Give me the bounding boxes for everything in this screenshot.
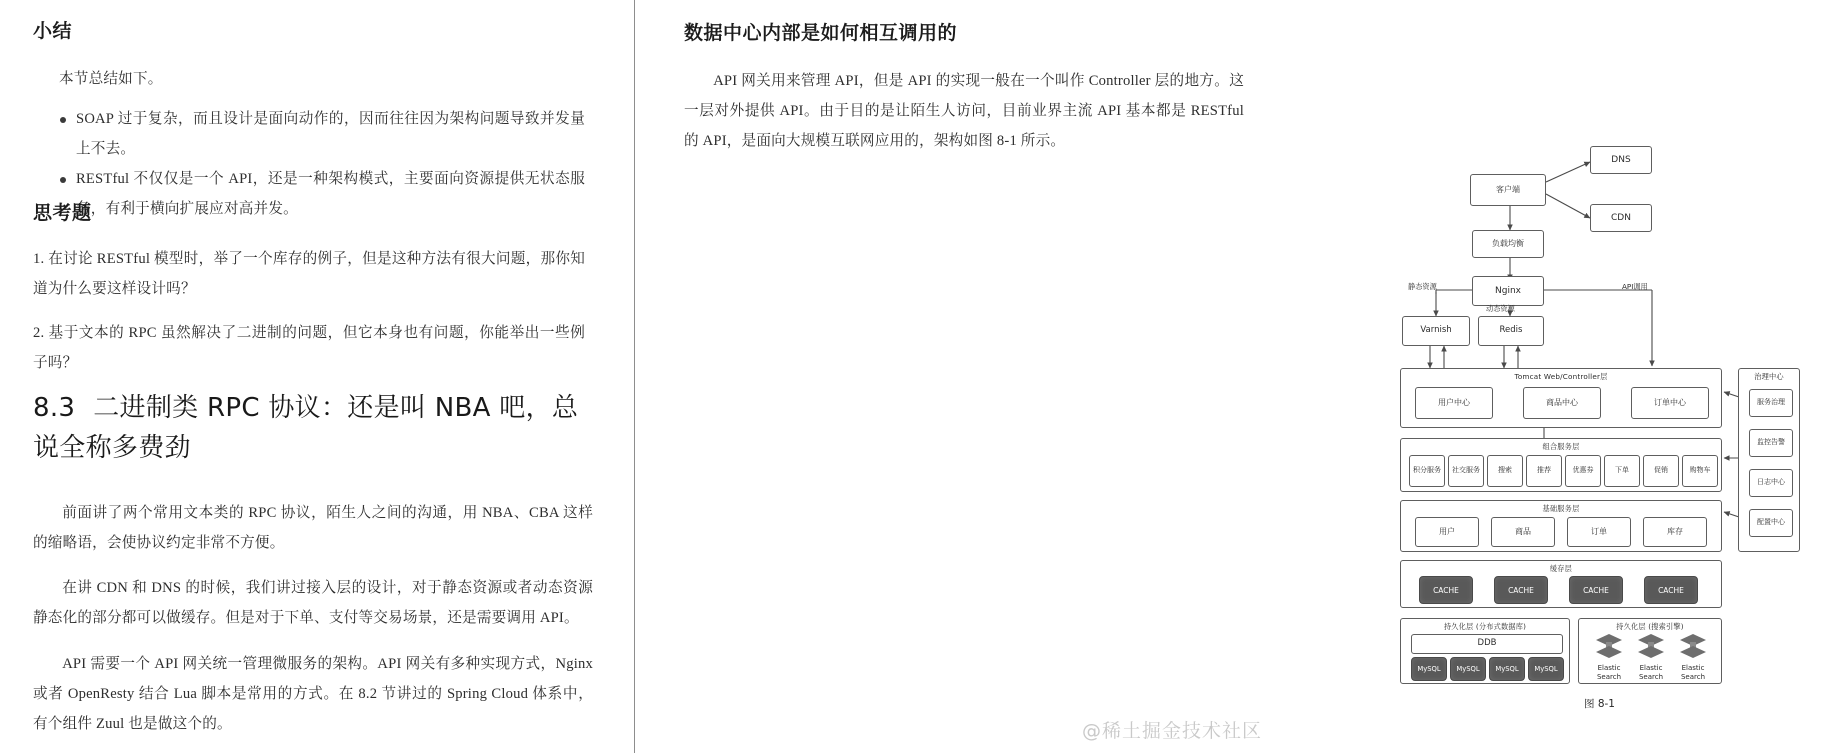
service-label: 用户中心: [1438, 397, 1470, 407]
service-label: 商品中心: [1546, 397, 1578, 407]
governance-item: [1749, 429, 1793, 457]
right-text-block: [684, 18, 1244, 169]
ddb-label: DDB: [1477, 638, 1497, 649]
node-label: 负载均衡: [1492, 238, 1524, 248]
elasticsearch-node: [1589, 633, 1629, 682]
service-label: 订单: [1591, 526, 1607, 536]
service-label: 社交服务: [1452, 466, 1480, 475]
layer-cache: [1400, 560, 1722, 608]
node-label: CDN: [1611, 212, 1631, 223]
node-label: 客户端: [1496, 184, 1520, 194]
service-box: [1565, 455, 1601, 487]
elasticsearch-node: [1673, 633, 1713, 682]
layer-persistence-search: [1578, 618, 1722, 684]
question-item: 1. 在讨论 RESTful 模型时，举了一个库存的例子，但是这种方法有很大问题，那你知道为什么要这样设计吗？: [33, 251, 585, 297]
service-box: [1526, 455, 1562, 487]
node-redis: [1478, 316, 1544, 346]
service-box: [1448, 455, 1484, 487]
cache-node: [1569, 576, 1623, 604]
list-item: SOAP 过于复杂，而且设计是面向动作的，因而往往因为架构问题导致并发量上不去。: [59, 105, 585, 165]
governance-label: 监控告警: [1757, 438, 1785, 447]
mysql-node: [1528, 657, 1564, 681]
layer-title: 持久化层 (分布式数据库): [1443, 622, 1527, 631]
chapter-paragraph: 前面讲了两个常用文本类的 RPC 协议，陌生人之间的沟通，用 NBA、CBA 这样的缩略语，会使协议约定非常不方便。: [33, 504, 593, 551]
service-label: 订单中心: [1654, 397, 1686, 407]
mysql-label: MySQL: [1495, 665, 1519, 673]
layer-title: 持久化层 (搜索引擎): [1616, 622, 1684, 631]
mysql-node: [1450, 657, 1486, 681]
service-label: 用户: [1439, 526, 1455, 536]
node-label: Nginx: [1495, 285, 1521, 296]
chapter-paragraph: 在讲 CDN 和 DNS 的时候，我们讲过接入层的设计，对于静态资源或者动态资源静态化的部分都可以做缓存。但是对于下单、支付等交易场景，还是需要调用 API。: [33, 580, 593, 627]
governance-label: 服务治理: [1757, 398, 1785, 407]
chapter-section: [33, 388, 593, 756]
architecture-diagram: [1394, 140, 1834, 710]
service-box: [1409, 455, 1445, 487]
mysql-label: MySQL: [1534, 665, 1558, 673]
database-stack-icon: [1678, 633, 1708, 659]
elasticsearch-label: Elastic Search: [1596, 664, 1622, 681]
summary-heading: 小结: [33, 20, 73, 42]
mysql-node: [1489, 657, 1525, 681]
chapter-title-text: 二进制类 RPC 协议：还是叫 NBA 吧，总说全称多费劲: [33, 393, 579, 464]
cache-label: CACHE: [1583, 585, 1609, 595]
chapter-number: 8.3: [33, 393, 76, 423]
service-label: 搜索: [1498, 466, 1512, 475]
cache-node: [1494, 576, 1548, 604]
questions-heading: 思考题: [33, 202, 92, 224]
question-item: 2. 基于文本的 RPC 虽然解决了二进制的问题，但它本身也有问题，你能举出一些例子吗？: [33, 324, 585, 371]
panel-title: 治理中心: [1754, 372, 1784, 381]
governance-label: 配置中心: [1757, 518, 1785, 527]
mysql-node: [1411, 657, 1447, 681]
list-item: RESTful 不仅仅是一个 API，还是一种架构模式，主要面向资源提供无状态服务，有利于横向扩展应对高并发。: [59, 165, 585, 225]
chapter-paragraph: API 需要一个 API 网关统一管理微服务的架构。API 网关有多种实现方式，Nginx 或者 OpenResty 结合 Lua 脚本是常用的方式。在 8.2 节讲过的 Spring Cloud 体系中，有个组件 Zuul 也是做这个的。: [33, 656, 593, 733]
chapter-title: [33, 388, 593, 469]
service-box: [1415, 517, 1479, 547]
edge-label-dynamic-resource: 动态资源: [1486, 304, 1515, 313]
database-stack-icon: [1594, 633, 1624, 659]
governance-center-panel: [1738, 368, 1800, 552]
service-label: 下单: [1615, 466, 1629, 475]
layer-title: 基础服务层: [1542, 504, 1580, 513]
cache-node: [1419, 576, 1473, 604]
governance-item: [1749, 509, 1793, 537]
service-label: 库存: [1667, 526, 1683, 536]
node-client: [1470, 174, 1546, 206]
service-label: 商品: [1515, 526, 1531, 536]
service-label: 促销: [1654, 466, 1668, 475]
node-dns: [1590, 146, 1652, 174]
mysql-label: MySQL: [1417, 665, 1441, 673]
elasticsearch-label: Elastic Search: [1680, 664, 1706, 681]
service-box: [1682, 455, 1718, 487]
service-box: [1643, 517, 1707, 547]
ddb-node: [1411, 634, 1563, 654]
layer-title: 缓存层: [1549, 564, 1573, 573]
layer-tomcat-controller: [1400, 368, 1722, 428]
node-label: DNS: [1611, 154, 1631, 165]
layer-persistence-database: [1400, 618, 1570, 684]
layer-basic-service: [1400, 500, 1722, 552]
right-page-column: [634, 0, 1785, 753]
governance-item: [1749, 469, 1793, 497]
mysql-label: MySQL: [1456, 665, 1480, 673]
node-cdn: [1590, 204, 1652, 232]
service-box: [1415, 387, 1493, 419]
left-page-column: [0, 0, 634, 753]
layer-composite-service: [1400, 438, 1722, 492]
edge-label-api-call: API调用: [1622, 282, 1648, 291]
layer-title: Tomcat Web/Controller层: [1514, 372, 1608, 381]
governance-label: 日志中心: [1757, 478, 1785, 487]
service-box: [1631, 387, 1709, 419]
node-label: Varnish: [1420, 325, 1452, 336]
right-paragraph: API 网关用来管理 API，但是 API 的实现一般在一个叫作 Controller 层的地方。这一层对外提供 API。由于目的是让陌生人访问，目前业界主流 API 基本都是 RESTful 的 API，是面向大规模互联网应用的，架构如图 8-1 所示。: [684, 73, 1244, 149]
service-label: 购物车: [1689, 466, 1711, 475]
database-stack-icon: [1636, 633, 1666, 659]
service-box: [1487, 455, 1523, 487]
elasticsearch-node: [1631, 633, 1671, 682]
cache-label: CACHE: [1433, 585, 1459, 595]
service-label: 积分服务: [1413, 466, 1441, 475]
summary-lead-text: 本节总结如下。: [59, 71, 163, 87]
figure-caption: 图 8-1: [1584, 698, 1615, 710]
edge-label-static-resource: 静态资源: [1408, 282, 1437, 291]
cache-label: CACHE: [1508, 585, 1534, 595]
node-varnish: [1402, 316, 1470, 346]
service-box: [1567, 517, 1631, 547]
governance-item: [1749, 389, 1793, 417]
cache-label: CACHE: [1658, 585, 1684, 595]
node-nginx: [1472, 276, 1544, 306]
cache-node: [1644, 576, 1698, 604]
layer-title: 组合服务层: [1542, 442, 1580, 451]
elasticsearch-label: Elastic Search: [1638, 664, 1664, 681]
service-box: [1523, 387, 1601, 419]
watermark: @稀土掘金技术社区: [1081, 720, 1262, 742]
node-load-balancer: [1472, 230, 1544, 258]
service-label: 优惠券: [1572, 466, 1594, 475]
right-heading: 数据中心内部是如何相互调用的: [684, 22, 958, 44]
summary-section: [33, 16, 585, 225]
service-box: [1491, 517, 1555, 547]
service-box: [1643, 455, 1679, 487]
node-label: Redis: [1499, 325, 1523, 336]
questions-section: [33, 198, 585, 393]
service-label: 推荐: [1537, 466, 1551, 475]
service-box: [1604, 455, 1640, 487]
